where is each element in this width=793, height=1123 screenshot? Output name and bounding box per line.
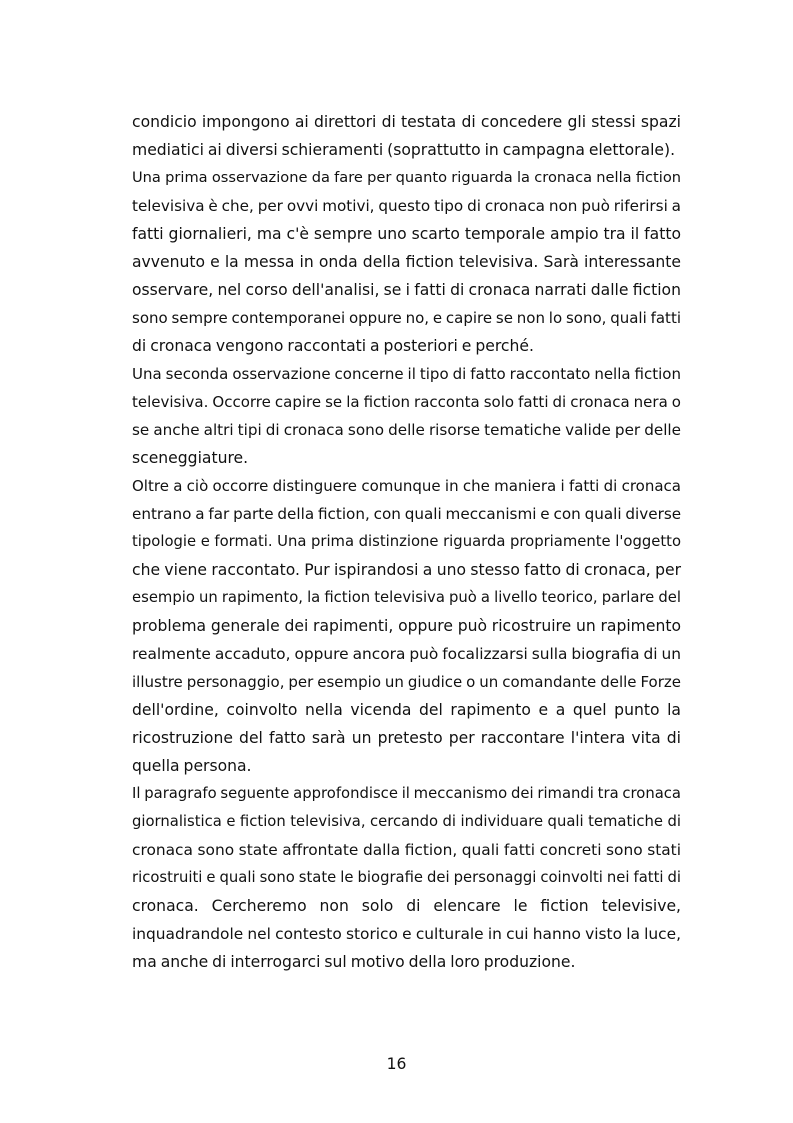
paragraph-4 <box>132 472 681 780</box>
text-line: dell'ordine, coinvolto nella vicenda del rapimento e a quel punto la <box>132 701 681 719</box>
text-line: osservare, nel corso dell'analisi, se i fatti di cronaca narrati dalle fiction <box>132 281 681 299</box>
text-line: Una prima osservazione da fare per quanto riguarda la cronaca nella fiction <box>132 169 681 186</box>
text-line: di cronaca vengono raccontati a posteriori e perché. <box>132 337 534 355</box>
paragraph-5 <box>132 780 681 976</box>
page-number: 16 <box>386 1055 407 1073</box>
text-line: ricostruzione del fatto sarà un pretesto per raccontare l'intera vita di <box>132 729 681 747</box>
text-line: televisiva è che, per ovvi motivi, questo tipo di cronaca non può riferirsi a <box>132 197 681 215</box>
text-line: inquadrandole nel contesto storico e culturale in cui hanno visto la luce, <box>132 925 681 943</box>
text-line: ricostruiti e quali sono state le biografie dei personaggi coinvolti nei fatti di <box>132 869 681 886</box>
text-line: tipologie e formati. Una prima distinzione riguarda propriamente l'oggetto <box>132 533 681 550</box>
paragraph-2 <box>132 164 681 360</box>
text-line: Il paragrafo seguente approfondisce il meccanismo dei rimandi tra cronaca <box>132 785 681 802</box>
text-line: realmente accaduto, oppure ancora può focalizzarsi sulla biografia di un <box>132 645 681 663</box>
text-line: illustre personaggio, per esempio un giudice o un comandante delle Forze <box>132 673 681 691</box>
text-line: quella persona. <box>132 757 252 775</box>
text-line: ma anche di interrogarci sul motivo della loro produzione. <box>132 953 576 971</box>
text-line: fatti giornalieri, ma c'è sempre uno scarto temporale ampio tra il fatto <box>132 225 681 243</box>
paragraph-3 <box>132 360 681 472</box>
text-line: giornalistica e fiction televisiva, cercando di individuare quali tematiche di <box>132 813 681 830</box>
text-line: mediatici ai diversi schieramenti (soprattutto in campagna elettorale). <box>132 141 676 159</box>
text-line: cronaca sono state affrontate dalla fiction, quali fatti concreti sono stati <box>132 841 681 859</box>
text-line: sceneggiature. <box>132 449 249 467</box>
text-line: Oltre a ciò occorre distinguere comunque in che maniera i fatti di cronaca <box>132 477 681 495</box>
text-line: se anche altri tipi di cronaca sono delle risorse tematiche valide per delle <box>132 421 681 439</box>
paragraph-1 <box>132 108 681 164</box>
text-line: Una seconda osservazione concerne il tipo di fatto raccontato nella fiction <box>132 365 681 383</box>
text-line: esempio un rapimento, la fiction televisiva può a livello teorico, parlare del <box>132 589 681 606</box>
text-line: problema generale dei rapimenti, oppure può ricostruire un rapimento <box>132 617 681 635</box>
text-line: entrano a far parte della fiction, con quali meccanismi e con quali diverse <box>132 505 682 523</box>
text-line: televisiva. Occorre capire se la fiction racconta solo fatti di cronaca nera o <box>132 393 681 411</box>
text-line: avvenuto e la messa in onda della fiction televisiva. Sarà interessante <box>132 253 681 271</box>
text-line: sono sempre contemporanei oppure no, e capire se non lo sono, quali fatti <box>132 309 681 327</box>
page-body <box>132 108 681 976</box>
text-line: condicio impongono ai direttori di testata di concedere gli stessi spazi <box>132 113 681 131</box>
text-line: che viene raccontato. Pur ispirandosi a uno stesso fatto di cronaca, per <box>132 561 681 579</box>
text-line: cronaca. Cercheremo non solo di elencare le fiction televisive, <box>132 897 681 915</box>
